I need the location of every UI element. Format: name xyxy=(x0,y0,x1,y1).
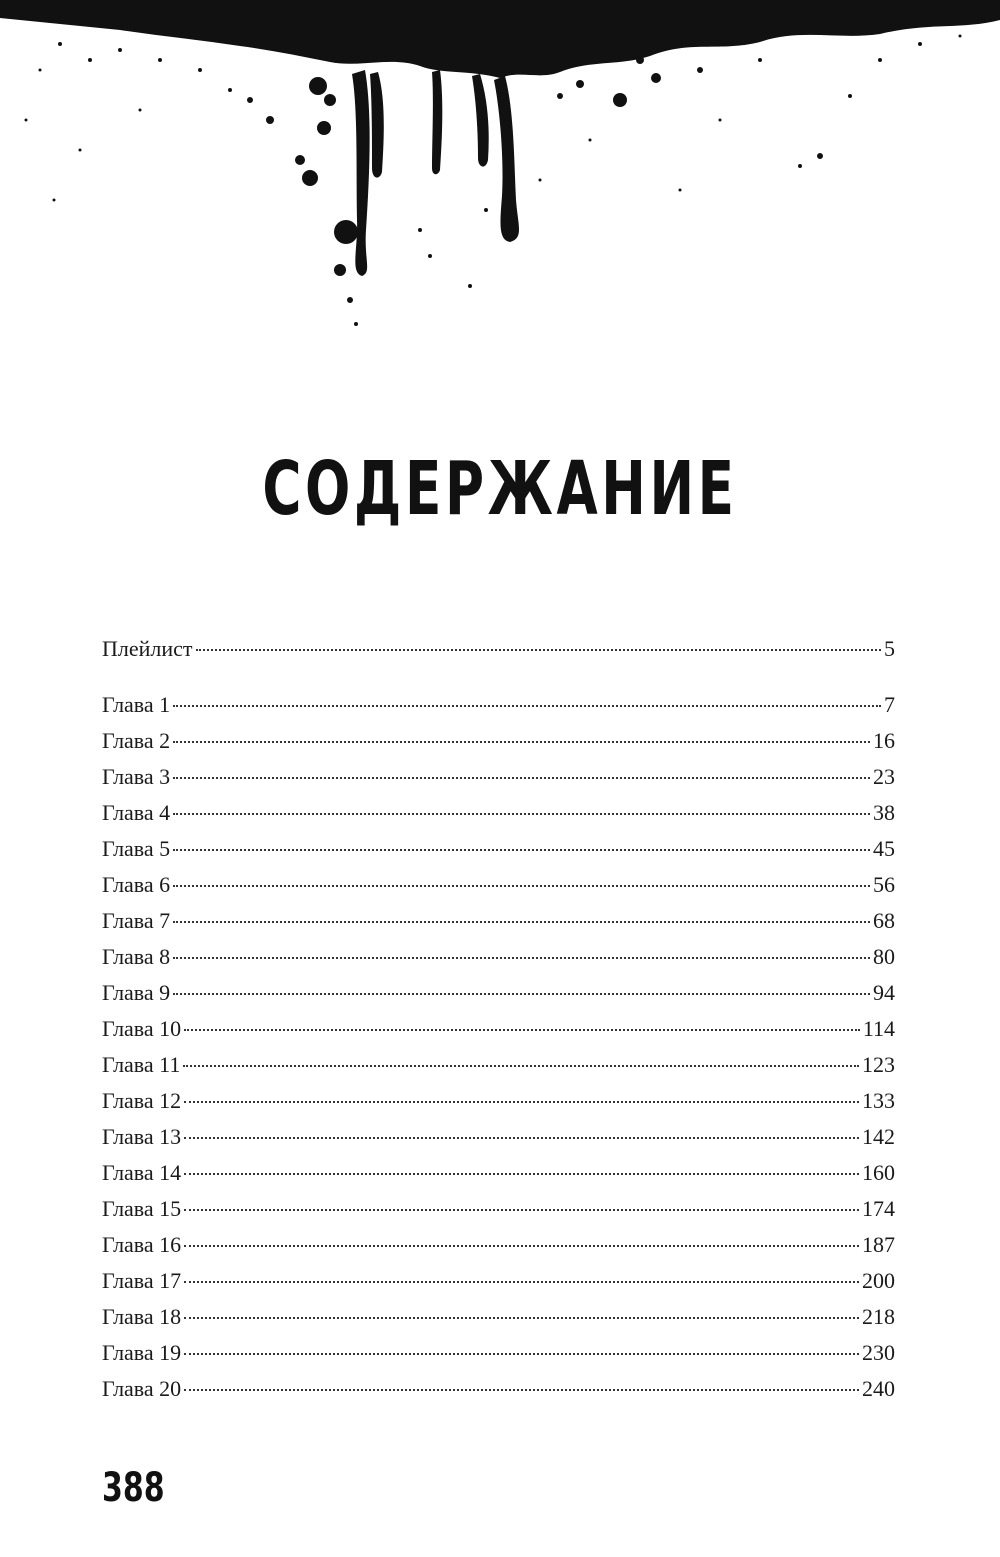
toc-entry-label: Глава 6 xyxy=(102,872,171,897)
toc-entry-page: 23 xyxy=(873,764,895,789)
dot-leader xyxy=(184,1209,859,1211)
toc-entry-label: Глава 8 xyxy=(102,944,171,969)
dot-leader xyxy=(173,885,870,887)
toc-entry-label: Глава 12 xyxy=(102,1088,182,1113)
dot-leader xyxy=(184,1281,859,1283)
dot-leader xyxy=(173,813,870,815)
toc-entry xyxy=(102,762,895,792)
toc-entry-page: 80 xyxy=(873,944,895,969)
toc-entry-label: Глава 14 xyxy=(102,1160,182,1185)
dot-leader xyxy=(173,705,881,707)
toc-entry-page: 218 xyxy=(862,1304,895,1329)
toc-entry xyxy=(102,634,895,664)
toc-entry-page: 123 xyxy=(862,1052,895,1077)
dot-leader xyxy=(184,1101,859,1103)
dot-leader xyxy=(184,1137,859,1139)
toc-entry-label: Глава 5 xyxy=(102,836,171,861)
toc-entry xyxy=(102,1122,895,1152)
toc-entry xyxy=(102,834,895,864)
toc-entry-page: 5 xyxy=(884,636,895,661)
dot-leader xyxy=(196,649,881,651)
toc-entry xyxy=(102,1266,895,1296)
toc-entry-label: Глава 16 xyxy=(102,1232,182,1257)
dot-leader xyxy=(183,1065,859,1067)
toc-entry xyxy=(102,1338,895,1368)
toc-entry-label: Глава 17 xyxy=(102,1268,182,1293)
dot-leader xyxy=(173,957,870,959)
toc-entry-page: 187 xyxy=(862,1232,895,1257)
toc-entry-page: 45 xyxy=(873,836,895,861)
dot-leader xyxy=(184,1173,859,1175)
toc-entry-page: 142 xyxy=(862,1124,895,1149)
toc-entry-page: 133 xyxy=(862,1088,895,1113)
toc-entry-page: 94 xyxy=(873,980,895,1005)
dot-leader xyxy=(173,777,870,779)
toc-entry-label: Глава 19 xyxy=(102,1340,182,1365)
toc-entry-label: Глава 13 xyxy=(102,1124,182,1149)
toc-entry-page: 240 xyxy=(862,1376,895,1401)
toc-entry-page: 200 xyxy=(862,1268,895,1293)
toc-entry-label: Плейлист xyxy=(102,636,193,661)
toc-entry-label: Глава 11 xyxy=(102,1052,181,1077)
toc-entry-label: Глава 3 xyxy=(102,764,171,789)
toc-entry-label: Глава 9 xyxy=(102,980,171,1005)
dot-leader xyxy=(184,1389,859,1391)
toc-entry xyxy=(102,870,895,900)
toc-entry xyxy=(102,1230,895,1260)
toc-entry xyxy=(102,1158,895,1188)
dot-leader xyxy=(184,1245,859,1247)
toc-entry xyxy=(102,1302,895,1332)
toc-entry xyxy=(102,1194,895,1224)
toc-entry xyxy=(102,1374,895,1404)
toc-entry-label: Глава 10 xyxy=(102,1016,182,1041)
toc-entry-page: 114 xyxy=(862,1016,895,1041)
dot-leader xyxy=(184,1317,859,1319)
dot-leader xyxy=(173,849,870,851)
toc-entry-page: 7 xyxy=(884,692,895,717)
toc-entry-label: Глава 7 xyxy=(102,908,171,933)
toc-entry-label: Глава 20 xyxy=(102,1376,182,1401)
toc-entry xyxy=(102,726,895,756)
page-title: СОДЕРЖАНИЕ xyxy=(262,446,738,532)
toc-entry-page: 230 xyxy=(862,1340,895,1365)
toc-entry-page: 56 xyxy=(873,872,895,897)
toc-entry xyxy=(102,1050,895,1080)
toc-entry-page: 174 xyxy=(862,1196,895,1221)
dot-leader xyxy=(173,741,870,743)
dot-leader xyxy=(173,921,870,923)
toc-entry-page: 38 xyxy=(873,800,895,825)
toc-entry-label: Глава 4 xyxy=(102,800,171,825)
toc-entry-label: Глава 18 xyxy=(102,1304,182,1329)
toc-entry-label: Глава 15 xyxy=(102,1196,182,1221)
toc-entry xyxy=(102,906,895,936)
toc-entry xyxy=(102,942,895,972)
toc-entry xyxy=(102,1014,895,1044)
toc-entry-page: 68 xyxy=(873,908,895,933)
toc-entry-label: Глава 1 xyxy=(102,692,171,717)
dot-leader xyxy=(173,993,870,995)
toc-entry-label: Глава 2 xyxy=(102,728,171,753)
toc-entry-page: 160 xyxy=(862,1160,895,1185)
dot-leader xyxy=(184,1353,859,1355)
toc-entry xyxy=(102,978,895,1008)
toc-entry xyxy=(102,1086,895,1116)
toc-entry xyxy=(102,798,895,828)
page-number: 388 xyxy=(102,1465,165,1511)
toc-entry-page: 16 xyxy=(873,728,895,753)
dot-leader xyxy=(184,1029,860,1031)
toc-entry xyxy=(102,690,895,720)
table-of-contents xyxy=(102,0,895,1557)
